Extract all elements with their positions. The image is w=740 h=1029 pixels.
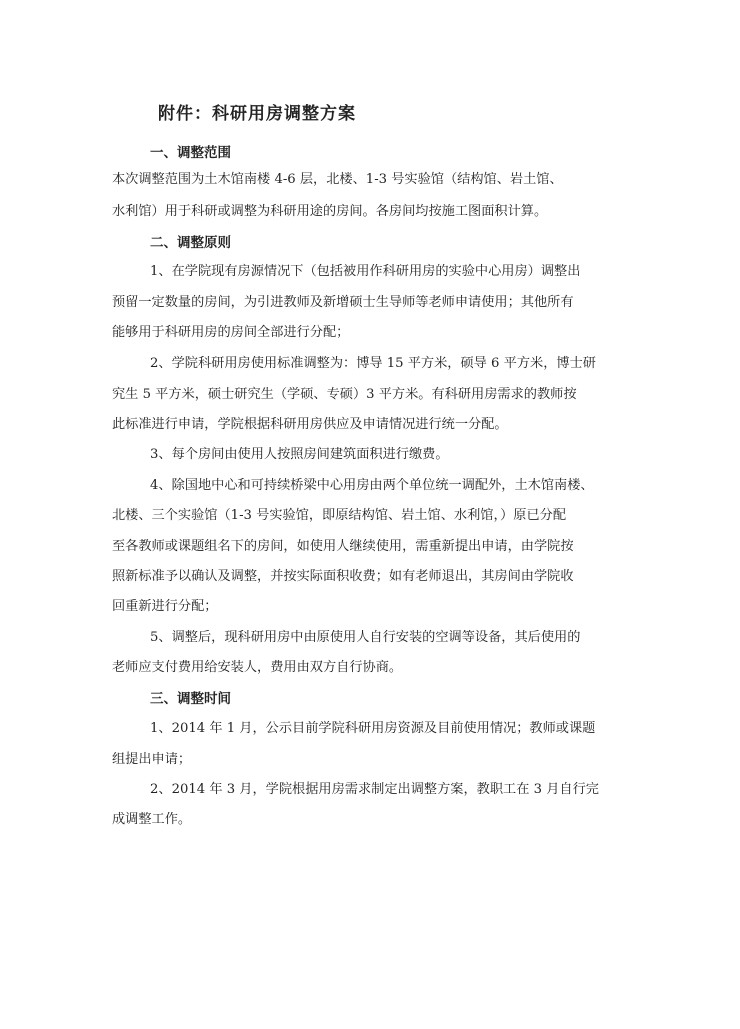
paragraph-line: 北楼、三个实验馆（1-3 号实验馆，即原结构馆、岩土馆、水利馆，）原已分配 [112,508,567,523]
paragraph-line: 水利馆）用于科研或调整为科研用途的房间。各房间均按施工图面积计算。 [112,204,548,219]
paragraph-line: 此标准进行申请，学院根据科研用房供应及申请情况进行统一分配。 [112,417,508,432]
section3-heading: 三、调整时间 [150,691,231,707]
document-title: 附件：科研用房调整方案 [158,104,356,124]
paragraph-line: 4、除国地中心和可持续桥梁中心用房由两个单位统一调配外，土木馆南楼、 [150,478,594,493]
paragraph-line: 1、在学院现有房源情况下（包括被用作科研用房的实验中心用房）调整出 [150,264,581,279]
paragraph-line: 2、学院科研用房使用标准调整为：博导 15 平方米，硕导 6 平方米，博士研 [150,356,596,371]
paragraph-line: 究生 5 平方米，硕士研究生（学硕、专硕）3 平方米。有科研用房需求的教师按 [112,387,577,402]
paragraph-line: 能够用于科研用房的房间全部进行分配； [112,325,350,340]
paragraph-line: 1、2014 年 1 月，公示目前学院科研用房资源及目前使用情况；教师或课题 [150,721,596,736]
paragraph-line: 照新标准予以确认及调整，并按实际面积收费；如有老师退出，其房间由学院收 [112,569,574,584]
paragraph-line: 回重新进行分配； [112,599,218,614]
paragraph-line: 至各教师或课题组名下的房间，如使用人继续使用，需重新提出申请，由学院按 [112,539,574,554]
paragraph-line: 组提出申请； [112,752,192,767]
paragraph-line: 老师应支付费用给安装人，费用由双方自行协商。 [112,660,403,675]
paragraph-line: 5、调整后，现科研用房中由原使用人自行安装的空调等设备，其后使用的 [150,630,581,645]
paragraph-line: 成调整工作。 [112,812,192,827]
paragraph-line: 本次调整范围为土木馆南楼 4-6 层，北楼、1-3 号实验馆（结构馆、岩土馆、 [112,172,563,187]
paragraph-line: 3、每个房间由使用人按照房间建筑面积进行缴费。 [150,447,449,462]
section1-heading: 一、调整范围 [150,145,231,161]
paragraph-line: 预留一定数量的房间，为引进教师及新增硕士生导师等老师申请使用；其他所有 [112,295,574,310]
paragraph-line: 2、2014 年 3 月，学院根据用房需求制定出调整方案，教职工在 3 月自行完 [150,782,599,797]
section2-heading: 二、调整原则 [150,235,231,251]
